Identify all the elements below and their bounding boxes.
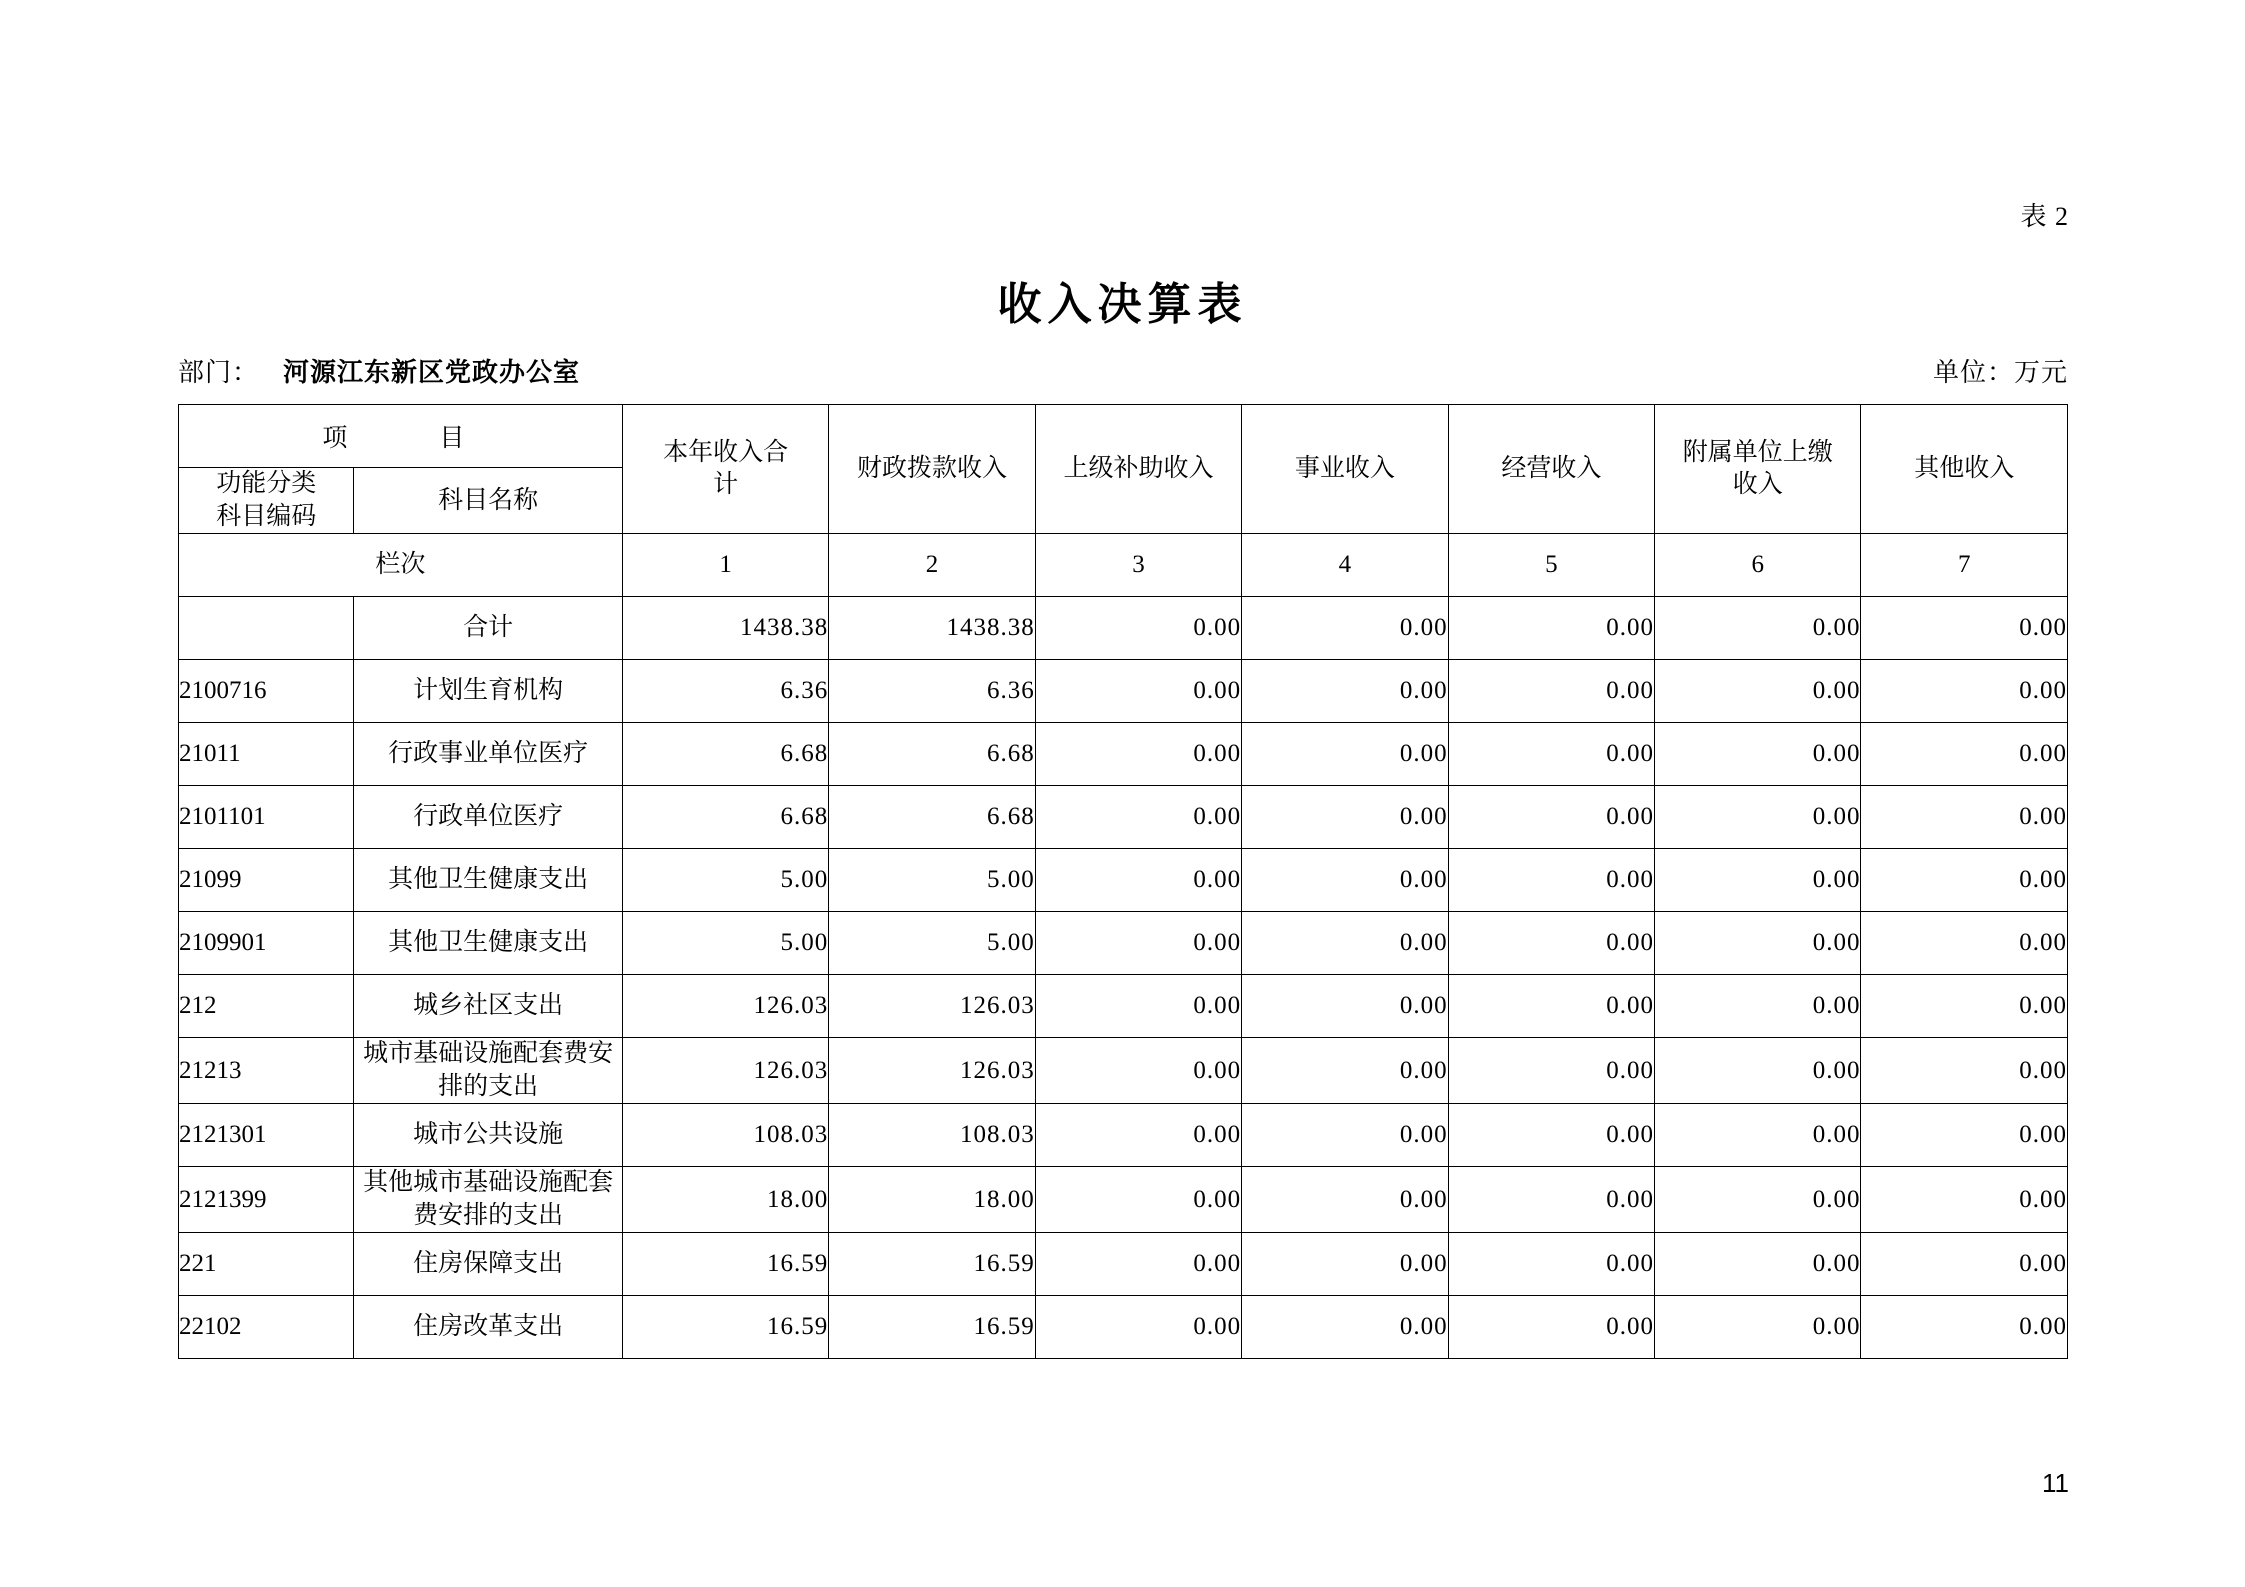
row-value-1: 16.59 bbox=[622, 1233, 828, 1296]
row-value-6: 0.00 bbox=[1655, 723, 1861, 786]
row-code: 21099 bbox=[179, 849, 354, 912]
header-col-2: 财政拨款收入 bbox=[829, 405, 1035, 534]
row-value-1: 126.03 bbox=[622, 975, 828, 1038]
row-name: 计划生育机构 bbox=[354, 660, 622, 723]
row-name: 住房保障支出 bbox=[354, 1233, 622, 1296]
header-col-3: 上级补助收入 bbox=[1035, 405, 1241, 534]
row-value-4: 0.00 bbox=[1242, 1038, 1448, 1104]
row-name: 住房改革支出 bbox=[354, 1296, 622, 1359]
row-value-5: 0.00 bbox=[1448, 1233, 1654, 1296]
table-row bbox=[179, 912, 2068, 975]
row-value-2: 6.68 bbox=[829, 723, 1035, 786]
row-value-4: 0.00 bbox=[1242, 912, 1448, 975]
row-value-4: 0.00 bbox=[1242, 975, 1448, 1038]
row-code bbox=[179, 597, 354, 660]
row-value-1: 126.03 bbox=[622, 1038, 828, 1104]
row-value-3: 0.00 bbox=[1035, 786, 1241, 849]
row-value-3: 0.00 bbox=[1035, 1167, 1241, 1233]
row-code: 212 bbox=[179, 975, 354, 1038]
row-value-1: 5.00 bbox=[622, 912, 828, 975]
row-value-2: 126.03 bbox=[829, 975, 1035, 1038]
department-info bbox=[178, 352, 580, 389]
row-value-1: 6.68 bbox=[622, 786, 828, 849]
row-code: 221 bbox=[179, 1233, 354, 1296]
table-column-index-row bbox=[179, 534, 2068, 597]
income-final-accounts-table bbox=[178, 404, 2068, 1359]
table-header-row-1 bbox=[179, 405, 2068, 468]
row-value-7: 0.00 bbox=[1861, 786, 2068, 849]
row-value-2: 6.36 bbox=[829, 660, 1035, 723]
row-value-6: 0.00 bbox=[1655, 849, 1861, 912]
row-value-7: 0.00 bbox=[1861, 1038, 2068, 1104]
row-value-4: 0.00 bbox=[1242, 786, 1448, 849]
column-index-label: 栏次 bbox=[179, 534, 623, 597]
department-name: 河源江东新区党政办公室 bbox=[283, 358, 581, 387]
header-col-5: 经营收入 bbox=[1448, 405, 1654, 534]
row-name: 城乡社区支出 bbox=[354, 975, 622, 1038]
column-index-4: 4 bbox=[1242, 534, 1448, 597]
row-value-1: 5.00 bbox=[622, 849, 828, 912]
page-title: 收入决算表 bbox=[997, 279, 1248, 330]
row-code: 2101101 bbox=[179, 786, 354, 849]
row-value-4: 0.00 bbox=[1242, 849, 1448, 912]
page-number: 11 bbox=[2042, 1468, 2069, 1498]
row-value-6: 0.00 bbox=[1655, 660, 1861, 723]
row-value-5: 0.00 bbox=[1448, 660, 1654, 723]
row-code: 22102 bbox=[179, 1296, 354, 1359]
row-name: 城市公共设施 bbox=[354, 1104, 622, 1167]
row-value-5: 0.00 bbox=[1448, 786, 1654, 849]
row-code: 2121399 bbox=[179, 1167, 354, 1233]
row-value-3: 0.00 bbox=[1035, 912, 1241, 975]
row-value-1: 108.03 bbox=[622, 1104, 828, 1167]
row-value-7: 0.00 bbox=[1861, 1296, 2068, 1359]
column-index-7: 7 bbox=[1861, 534, 2068, 597]
header-item-group: 项 目 bbox=[179, 405, 623, 468]
row-value-1: 16.59 bbox=[622, 1296, 828, 1359]
row-value-7: 0.00 bbox=[1861, 912, 2068, 975]
row-value-1: 6.36 bbox=[622, 660, 828, 723]
row-value-4: 0.00 bbox=[1242, 1233, 1448, 1296]
row-value-1: 6.68 bbox=[622, 723, 828, 786]
table-row bbox=[179, 786, 2068, 849]
row-value-7: 0.00 bbox=[1861, 597, 2068, 660]
row-name: 城市基础设施配套费安排的支出 bbox=[354, 1038, 622, 1104]
header-col-1: 本年收入合 计 bbox=[622, 405, 828, 534]
row-value-2: 1438.38 bbox=[829, 597, 1035, 660]
row-value-6: 0.00 bbox=[1655, 1104, 1861, 1167]
row-name: 行政单位医疗 bbox=[354, 786, 622, 849]
row-value-7: 0.00 bbox=[1861, 723, 2068, 786]
row-name: 其他卫生健康支出 bbox=[354, 912, 622, 975]
unit-label: 单位：万元 bbox=[1932, 358, 2068, 387]
column-index-3: 3 bbox=[1035, 534, 1241, 597]
row-value-4: 0.00 bbox=[1242, 1167, 1448, 1233]
row-value-1: 1438.38 bbox=[622, 597, 828, 660]
header-function-code: 功能分类 科目编码 bbox=[179, 468, 354, 534]
table-row bbox=[179, 1233, 2068, 1296]
row-value-7: 0.00 bbox=[1861, 849, 2068, 912]
row-value-6: 0.00 bbox=[1655, 1038, 1861, 1104]
row-value-3: 0.00 bbox=[1035, 723, 1241, 786]
column-index-6: 6 bbox=[1655, 534, 1861, 597]
row-value-6: 0.00 bbox=[1655, 786, 1861, 849]
row-value-5: 0.00 bbox=[1448, 1104, 1654, 1167]
row-value-2: 6.68 bbox=[829, 786, 1035, 849]
row-code: 21011 bbox=[179, 723, 354, 786]
row-value-5: 0.00 bbox=[1448, 597, 1654, 660]
row-value-6: 0.00 bbox=[1655, 912, 1861, 975]
row-value-2: 5.00 bbox=[829, 912, 1035, 975]
table-row bbox=[179, 1167, 2068, 1233]
row-value-7: 0.00 bbox=[1861, 975, 2068, 1038]
row-value-5: 0.00 bbox=[1448, 849, 1654, 912]
row-value-3: 0.00 bbox=[1035, 1104, 1241, 1167]
row-value-2: 126.03 bbox=[829, 1038, 1035, 1104]
row-value-3: 0.00 bbox=[1035, 1038, 1241, 1104]
row-value-4: 0.00 bbox=[1242, 723, 1448, 786]
row-value-3: 0.00 bbox=[1035, 849, 1241, 912]
row-value-6: 0.00 bbox=[1655, 1233, 1861, 1296]
row-name: 合计 bbox=[354, 597, 622, 660]
row-value-2: 16.59 bbox=[829, 1296, 1035, 1359]
row-value-7: 0.00 bbox=[1861, 1167, 2068, 1233]
row-value-5: 0.00 bbox=[1448, 1167, 1654, 1233]
row-value-3: 0.00 bbox=[1035, 1233, 1241, 1296]
table-row bbox=[179, 849, 2068, 912]
header-subject-name: 科目名称 bbox=[354, 468, 622, 534]
table-row bbox=[179, 723, 2068, 786]
column-index-2: 2 bbox=[829, 534, 1035, 597]
row-value-3: 0.00 bbox=[1035, 1296, 1241, 1359]
row-value-4: 0.00 bbox=[1242, 1104, 1448, 1167]
row-value-2: 16.59 bbox=[829, 1233, 1035, 1296]
header-col-7: 其他收入 bbox=[1861, 405, 2068, 534]
column-index-1: 1 bbox=[622, 534, 828, 597]
row-value-7: 0.00 bbox=[1861, 1104, 2068, 1167]
column-index-5: 5 bbox=[1448, 534, 1654, 597]
row-value-6: 0.00 bbox=[1655, 1296, 1861, 1359]
row-value-6: 0.00 bbox=[1655, 597, 1861, 660]
document-meta bbox=[178, 352, 2068, 389]
row-value-5: 0.00 bbox=[1448, 975, 1654, 1038]
row-value-5: 0.00 bbox=[1448, 912, 1654, 975]
row-code: 2100716 bbox=[179, 660, 354, 723]
row-value-6: 0.00 bbox=[1655, 1167, 1861, 1233]
table-row bbox=[179, 597, 2068, 660]
table-row bbox=[179, 1104, 2068, 1167]
row-value-3: 0.00 bbox=[1035, 975, 1241, 1038]
table-row bbox=[179, 975, 2068, 1038]
row-value-7: 0.00 bbox=[1861, 1233, 2068, 1296]
row-code: 2109901 bbox=[179, 912, 354, 975]
table-row bbox=[179, 1038, 2068, 1104]
row-name: 其他卫生健康支出 bbox=[354, 849, 622, 912]
department-label: 部门： bbox=[178, 358, 260, 387]
header-col-6: 附属单位上缴 收入 bbox=[1655, 405, 1861, 534]
row-value-5: 0.00 bbox=[1448, 1296, 1654, 1359]
row-code: 21213 bbox=[179, 1038, 354, 1104]
row-value-2: 5.00 bbox=[829, 849, 1035, 912]
row-value-3: 0.00 bbox=[1035, 660, 1241, 723]
table-number-label: 表 2 bbox=[2020, 202, 2069, 231]
row-value-2: 18.00 bbox=[829, 1167, 1035, 1233]
row-value-6: 0.00 bbox=[1655, 975, 1861, 1038]
row-value-5: 0.00 bbox=[1448, 1038, 1654, 1104]
row-value-5: 0.00 bbox=[1448, 723, 1654, 786]
row-name: 其他城市基础设施配套费安排的支出 bbox=[354, 1167, 622, 1233]
table-row bbox=[179, 1296, 2068, 1359]
row-value-4: 0.00 bbox=[1242, 1296, 1448, 1359]
row-value-7: 0.00 bbox=[1861, 660, 2068, 723]
row-name: 行政事业单位医疗 bbox=[354, 723, 622, 786]
row-value-1: 18.00 bbox=[622, 1167, 828, 1233]
table-row bbox=[179, 660, 2068, 723]
row-value-4: 0.00 bbox=[1242, 660, 1448, 723]
header-col-4: 事业收入 bbox=[1242, 405, 1448, 534]
row-value-4: 0.00 bbox=[1242, 597, 1448, 660]
row-value-2: 108.03 bbox=[829, 1104, 1035, 1167]
row-value-3: 0.00 bbox=[1035, 597, 1241, 660]
row-code: 2121301 bbox=[179, 1104, 354, 1167]
